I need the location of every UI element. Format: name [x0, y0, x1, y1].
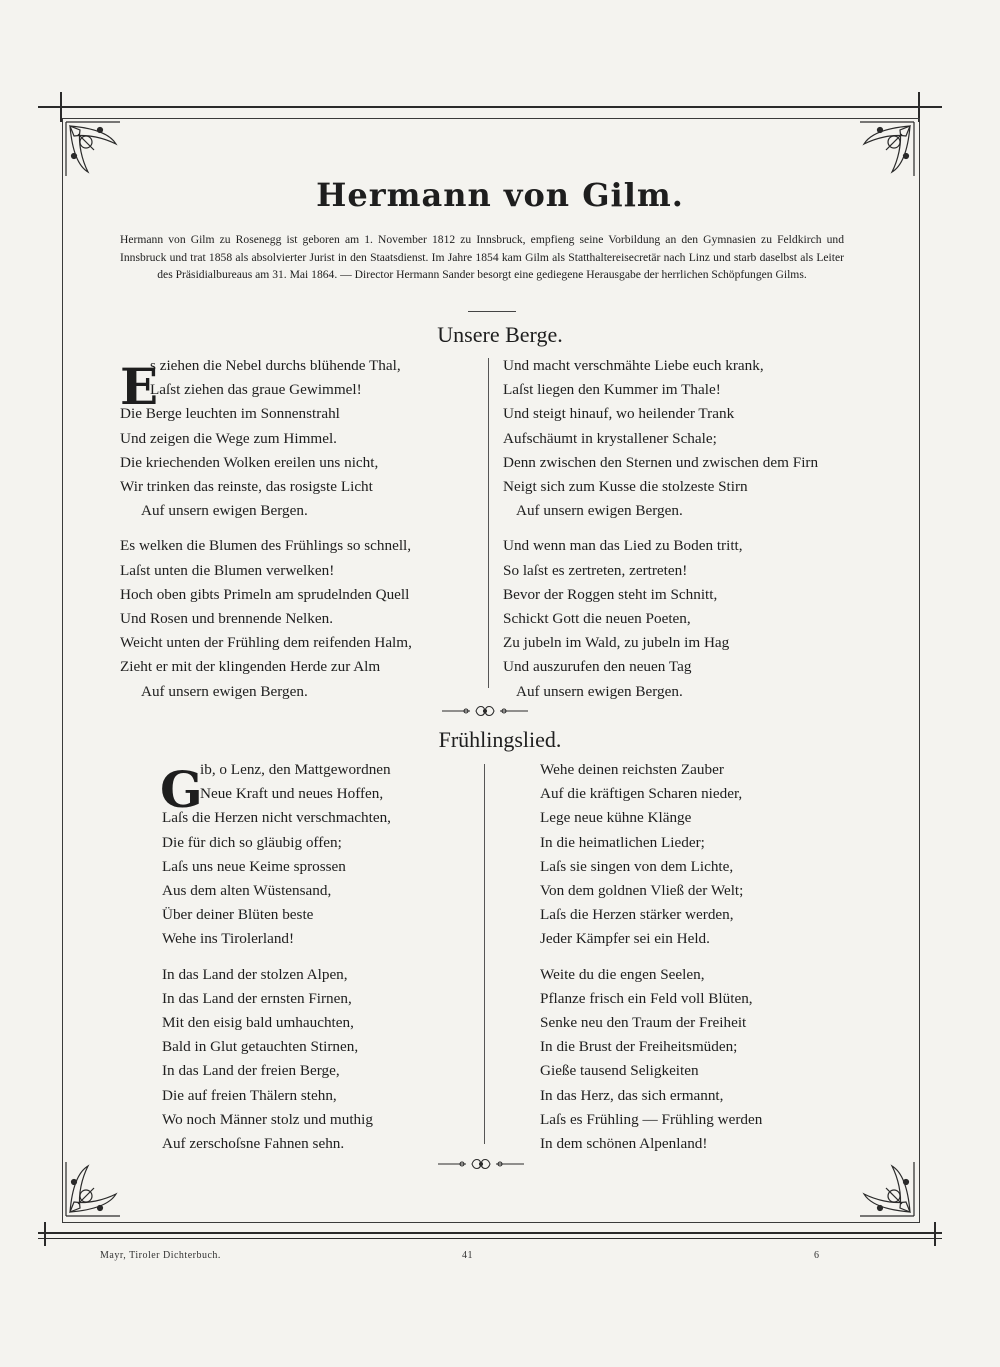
corner-ornament-icon — [64, 1160, 122, 1218]
verse-line: In die heimatlichen Lieder; — [540, 833, 705, 851]
verse-line: Hoch oben gibts Primeln am sprudelnden Quell — [120, 585, 410, 603]
verse-line: Wehe deinen reichsten Zauber — [540, 761, 724, 778]
verse-line: Wehe ins Tirolerland! — [162, 930, 295, 948]
verse-line: Laſst unten die Blumen verwelken! — [120, 561, 335, 579]
corner-ornament-icon — [64, 120, 122, 178]
verse-line: Die für dich so gläubig offen; — [162, 833, 342, 851]
divider-ornament-icon — [436, 1156, 526, 1172]
verse-line: Laſs es Frühling — Frühling werden — [540, 1110, 763, 1128]
verse-line: Über deiner Blüten beste — [162, 906, 314, 924]
verse-line: Aus dem alten Wüstensand, — [162, 882, 332, 900]
verse-line: Jeder Kämpfer sei ein Held. — [540, 930, 710, 948]
frame-top-rule — [38, 106, 942, 108]
verse-line: ib, o Lenz, den Mattgewordnen — [200, 761, 391, 778]
verse-line: Aufschäumt in krystallener Schale; — [503, 429, 717, 447]
footer-page-number: 41 — [462, 1250, 473, 1261]
verse-line: Es welken die Blumen des Frühlings so schnell, — [120, 537, 412, 555]
verse-line: Neue Kraft und neues Hoffen, — [200, 785, 384, 803]
verse-line: Die Berge leuchten im Sonnenstrahl — [120, 405, 340, 423]
verse-line: Und auszurufen den neuen Tag — [503, 658, 692, 676]
frame-bottom-rule — [38, 1232, 942, 1234]
verse-line: Weicht unten der Frühling dem reifenden Halm, — [120, 634, 412, 652]
verse-line: Mit den eisig bald umhauchten, — [162, 1014, 354, 1032]
verse-line: Laſs die Herzen stärker werden, — [540, 906, 734, 924]
verse-line: Auf unsern ewigen Bergen. — [141, 502, 308, 520]
footer-book-title: Mayr, Tiroler Dichterbuch. — [100, 1250, 221, 1261]
column-divider — [488, 358, 489, 688]
verse-line: Auf unsern ewigen Bergen. — [141, 682, 308, 700]
verse-line: Zu jubeln im Wald, zu jubeln im Hag — [503, 634, 730, 652]
verse-line: In das Land der stolzen Alpen, — [162, 965, 348, 983]
corner-ornament-icon — [858, 1160, 916, 1218]
verse-line: Schickt Gott die neuen Poeten, — [503, 610, 691, 628]
verse-line: Gieße tausend Seligkeiten — [540, 1062, 699, 1080]
divider — [468, 311, 516, 312]
verse-line: Und wenn man das Lied zu Boden tritt, — [503, 537, 743, 555]
verse-line: Die kriechenden Wolken ereilen uns nicht, — [120, 453, 379, 471]
verse-line: In die Brust der Freiheitsmüden; — [540, 1038, 738, 1056]
poem-title-unsere-berge: Unsere Berge. — [437, 322, 563, 347]
corner-ornament-icon — [858, 120, 916, 178]
verse-line: Weite du die engen Seelen, — [540, 965, 705, 983]
frame-stub — [44, 1222, 46, 1246]
verse-line: Und macht verschmähte Liebe euch krank, — [503, 357, 764, 374]
verse-line: In das Herz, das sich ermannt, — [540, 1086, 724, 1104]
verse-line: Die auf freien Thälern stehn, — [162, 1086, 337, 1104]
verse-line: Laſs sie singen von dem Lichte, — [540, 857, 734, 875]
column-divider — [484, 764, 485, 1144]
verse-line: Auf unsern ewigen Bergen. — [516, 682, 683, 700]
verse-line: Auf zerschoſsne Fahnen sehn. — [162, 1135, 345, 1153]
verse-line: Und Rosen und brennende Nelken. — [120, 610, 333, 628]
verse-line: Zieht er mit der klingenden Herde zur Alm — [120, 658, 381, 676]
verse-line: Laſs die Herzen nicht verschmachten, — [162, 809, 391, 827]
verse-line: Senke neu den Traum der Freiheit — [540, 1014, 747, 1032]
verse-line: In das Land der freien Berge, — [162, 1062, 340, 1080]
verse-line: In dem schönen Alpenland! — [540, 1135, 708, 1153]
poem-title-fruehlingslied: Frühlingslied. — [438, 727, 562, 752]
verse-line: So laſst es zertreten, zertreten! — [503, 561, 688, 579]
verse-line: Bevor der Roggen steht im Schnitt, — [503, 585, 718, 603]
verse-line: Und steigt hinauf, wo heilender Trank — [503, 405, 735, 423]
verse-line: In das Land der ernsten Firnen, — [162, 989, 352, 1007]
verse-line: Und zeigen die Wege zum Himmel. — [120, 429, 337, 447]
frame-bottom-rule-secondary — [38, 1238, 942, 1239]
intro-paragraph: Hermann von Gilm zu Rosenegg ist geboren am 1. November 1812 zu Innsbruck, empfieng seine Vorbildung an den Gymnasien zu Feldkirch und Innsbruck und trat 1858 als absolvierter Jurist in den Staatsdienst. Im Jahre 1854 kam Gilm als Statthaltereisecretär nach Linz und starb daselbst als Leiter des Präsidialbureaus am 31. Mai 1864. — Director Hermann Sander besorgt eine gediegene Herausgabe der herrlichen Schöpfungen Gilms. — [120, 233, 844, 281]
verse-line: s ziehen die Nebel durchs blühende Thal, — [150, 357, 401, 374]
divider-ornament-icon — [440, 703, 530, 719]
verse-line: Wir trinken das reinste, das rosigste Licht — [120, 478, 373, 496]
poem2-left-column — [162, 758, 462, 1156]
drop-cap: E — [120, 357, 159, 416]
verse-line: Bald in Glut getauchten Stirnen, — [162, 1038, 359, 1056]
footer-signature-mark: 6 — [814, 1250, 820, 1261]
poem2-right-column — [540, 758, 840, 1156]
verse-line: Laſst ziehen das graue Gewimmel! — [150, 381, 362, 399]
verse-line: Auf die kräftigen Scharen nieder, — [540, 785, 743, 803]
page-title: Hermann von Gilm. — [316, 176, 684, 214]
verse-line: Auf unsern ewigen Bergen. — [516, 502, 683, 520]
verse-line: Lege neue kühne Klänge — [540, 809, 692, 827]
verse-line: Laſst liegen den Kummer im Thale! — [503, 381, 721, 399]
poem1-right-column — [503, 354, 863, 704]
verse-line: Neigt sich zum Kusse die stolzeste Stirn — [503, 478, 748, 496]
drop-cap: G — [160, 760, 203, 819]
poem1-left-column — [120, 354, 480, 704]
verse-line: Wo noch Männer stolz und muthig — [162, 1110, 373, 1128]
verse-line: Laſs uns neue Keime sprossen — [162, 857, 346, 875]
verse-line: Pflanze frisch ein Feld voll Blüten, — [540, 989, 753, 1007]
verse-line: Denn zwischen den Sternen und zwischen dem Firn — [503, 453, 819, 471]
frame-stub — [934, 1222, 936, 1246]
verse-line: Von dem goldnen Vließ der Welt; — [540, 882, 744, 900]
